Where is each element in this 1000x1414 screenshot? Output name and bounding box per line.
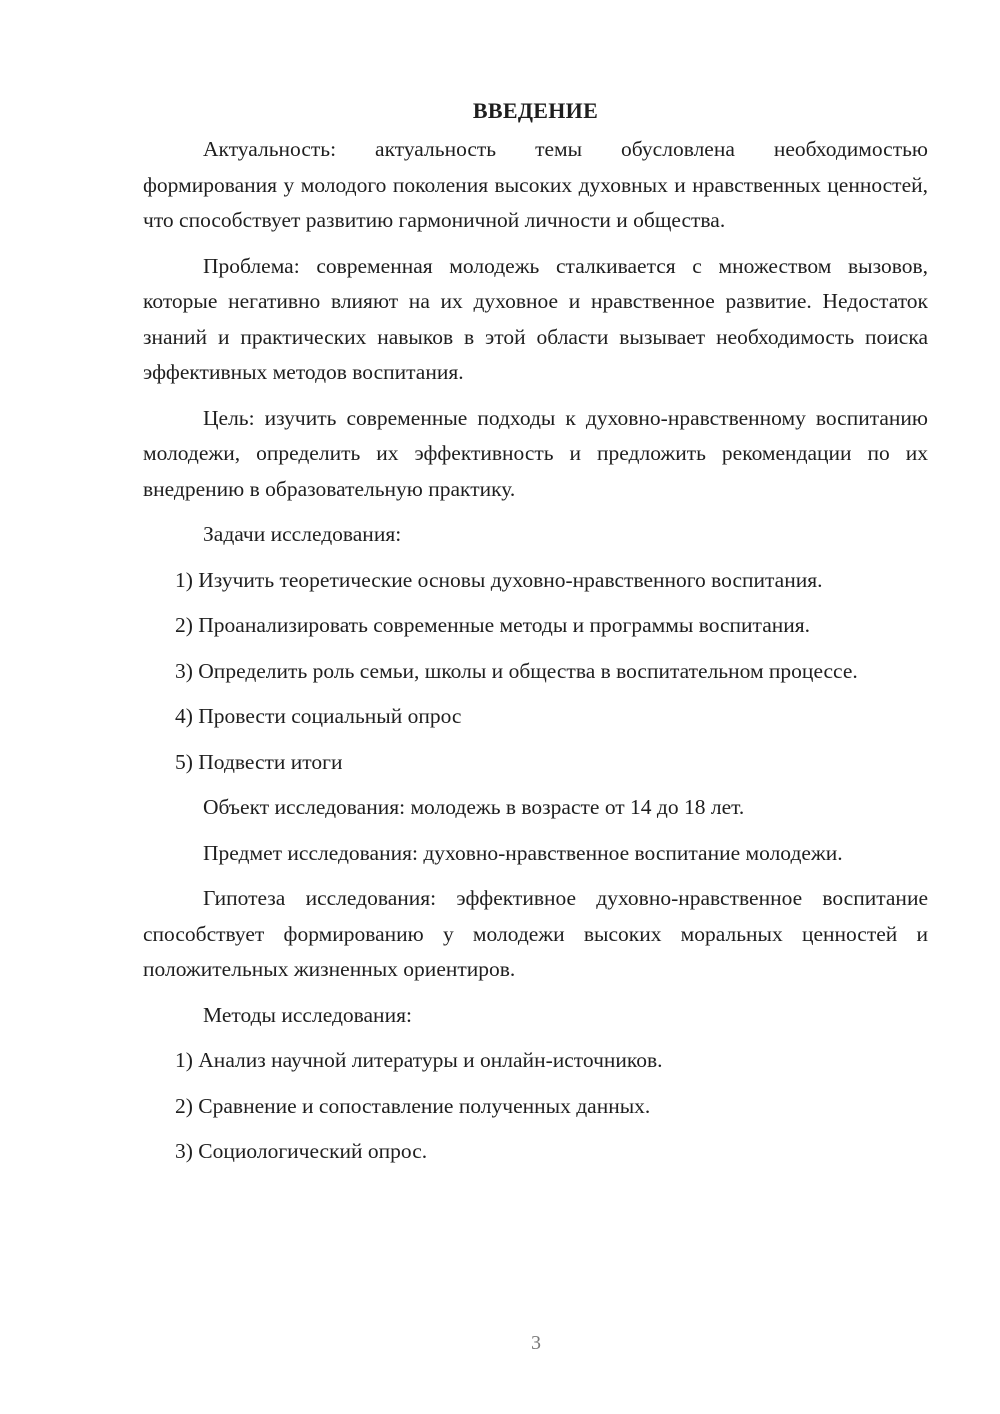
method-item-3: 3) Социологический опрос.: [175, 1139, 428, 1163]
paragraph-goal: Цель: изучить современные подходы к духовно-нравственному воспитанию молодежи, определить их эффективность и предложить рекомендации по их внедрению в образовательную практику.: [143, 405, 928, 501]
paragraph-problem: Проблема: современная молодежь сталкивается с множеством вызовов, которые негативно влияют на их духовное и нравственное развитие. Недостаток знаний и практических навыков в этой области вызывает необходимость поиска эффективных методов воспитания.: [143, 253, 928, 384]
task-item-4: 4) Провести социальный опрос: [175, 704, 462, 728]
paragraph-tasks-heading: Задачи исследования:: [203, 522, 402, 546]
paragraph-relevance: Актуальность: актуальность темы обусловлена необходимостью формирования у молодого поколения высоких духовных и нравственных ценностей, что способствует развитию гармоничной личности и общества.: [143, 137, 928, 232]
paragraph-object: Объект исследования: молодежь в возрасте от 14 до 18 лет.: [203, 795, 745, 819]
section-title: ВВЕДЕНИЕ: [472, 98, 599, 123]
document-body: [143, 96, 928, 1180]
method-item-1: 1) Анализ научной литературы и онлайн-источников.: [175, 1048, 663, 1072]
paragraph-hypothesis: Гипотеза исследования: эффективное духовно-нравственное воспитание способствует формированию у молодежи высоких моральных ценностей и положительных жизненных ориентиров.: [143, 886, 928, 981]
task-item-5: 5) Подвести итоги: [175, 749, 343, 774]
paragraph-subject: Предмет исследования: духовно-нравственное воспитание молодежи.: [203, 840, 843, 865]
task-item-2: 2) Проанализировать современные методы и программы воспитания.: [175, 613, 811, 637]
task-item-3: 3) Определить роль семьи, школы и общества в воспитательном процессе.: [175, 658, 858, 683]
task-item-1: 1) Изучить теоретические основы духовно-нравственного воспитания.: [175, 567, 823, 592]
method-item-2: 2) Сравнение и сопоставление полученных данных.: [175, 1093, 651, 1118]
page-number: 3: [531, 1332, 541, 1354]
paragraph-methods-heading: Методы исследования:: [203, 1002, 412, 1027]
